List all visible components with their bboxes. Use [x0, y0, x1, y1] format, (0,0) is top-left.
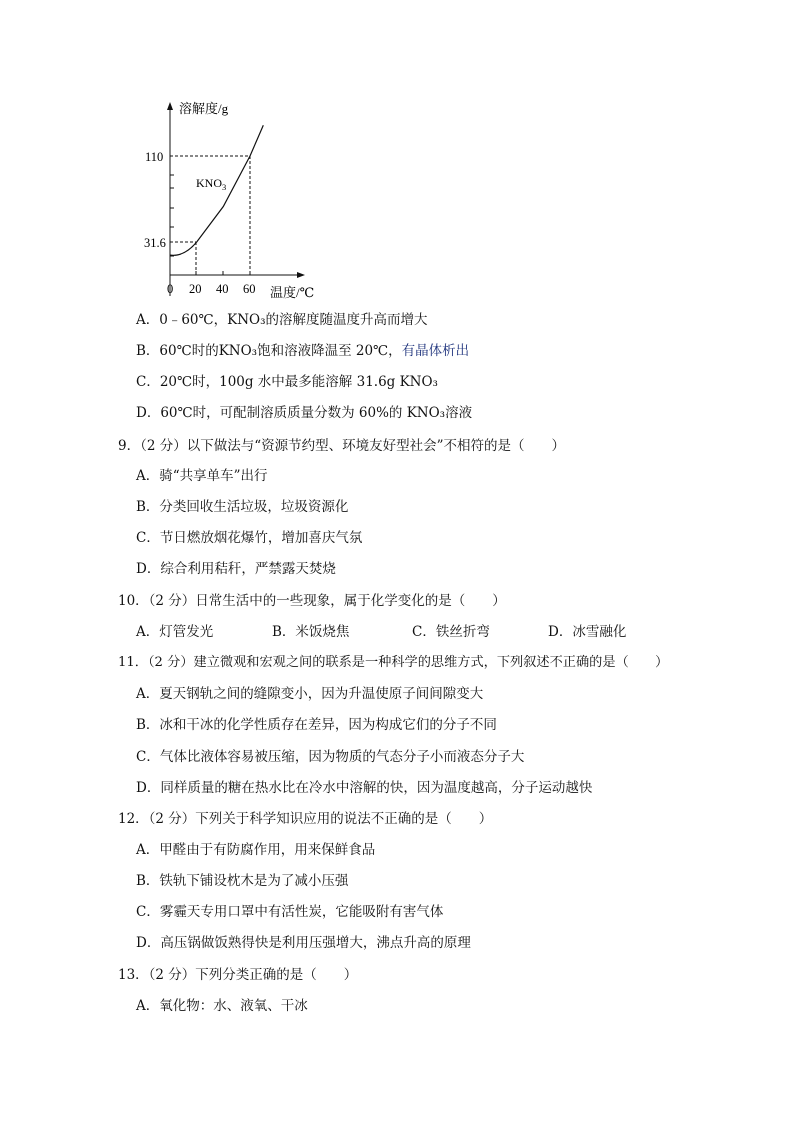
q10-option-b: B．米饭烧焦 [272, 624, 350, 640]
solubility-chart [144, 96, 330, 306]
q11-stem: 11．（2 分）建立微观和宏观之间的联系是一种科学的思维方式，下列叙述不正确的是（ ） [118, 655, 669, 670]
xtick-40: 40 [216, 282, 229, 296]
q11-option-a: A．夏天钢轨之间的缝隙变小，因为升温使原子间间隙变大 [136, 686, 484, 702]
y-minor-ticks [170, 175, 174, 256]
q9-option-b: B．分类回收生活垃圾，垃圾资源化 [136, 499, 349, 515]
q11-option-c: C．气体比液体容易被压缩，因为物质的气态分子小而液态分子大 [136, 749, 525, 765]
q13-stem: 13．（2 分）下列分类正确的是（ ） [118, 967, 358, 983]
q8-option-b [136, 341, 469, 361]
q8-option-d: D．60℃时，可配制溶质质量分数为 60%的 KNO₃溶液 [136, 405, 473, 421]
q12-option-b: B．铁轨下铺设枕木是为了减小压强 [136, 873, 349, 889]
q8-option-b-text: B．60℃时的KNO₃饱和溶液降温至 20℃， [136, 343, 402, 359]
q8-option-c: C．20℃时，100g 水中最多能溶解 31.6g KNO₃ [136, 374, 438, 390]
ytick-110: 110 [145, 150, 164, 164]
series-label-kno3: $KNO_3$ [196, 176, 227, 192]
xtick-0: 0 [167, 282, 174, 296]
q9-option-a: A．骑“共享单车”出行 [136, 468, 268, 484]
q10-option-d: D．冰雪融化 [548, 624, 627, 640]
q9-stem: 9．（2 分）以下做法与“资源节约型、环境友好型社会”不相符的是（ ） [118, 438, 566, 454]
x-axis-arrow [297, 272, 305, 278]
q11-option-b: B．冰和干冰的化学性质存在差异，因为构成它们的分子不同 [136, 717, 497, 733]
y-axis-arrow [167, 102, 173, 110]
q12-option-c: C．雾霾天专用口罩中有活性炭，它能吸附有害气体 [136, 904, 444, 920]
xtick-20: 20 [189, 282, 202, 296]
chart-svg [144, 96, 330, 306]
q12-stem: 12．（2 分）下列关于科学知识应用的说法不正确的是（ ） [118, 811, 493, 827]
x-axis-label: 温度/℃ [270, 285, 315, 300]
q10-option-c: C．铁丝折弯 [412, 624, 490, 640]
q9-option-c: C．节日燃放烟花爆竹，增加喜庆气氛 [136, 530, 363, 546]
xtick-60: 60 [243, 282, 256, 296]
q11-option-d: D．同样质量的糖在热水比在冷水中溶解的快，因为温度越高，分子运动越快 [136, 780, 593, 796]
series-line-kno3 [170, 125, 263, 255]
q10-option-a: A．灯管发光 [136, 624, 214, 640]
q10-stem: 10．（2 分）日常生活中的一些现象，属于化学变化的是（ ） [118, 593, 506, 609]
q12-option-a: A．甲醛由于有防腐作用，用来保鲜食品 [136, 842, 376, 858]
x-ticks [196, 271, 250, 275]
dashed-guides [170, 156, 250, 275]
q8-option-b-highlight: 有晶体析出 [401, 343, 470, 359]
q9-option-d: D．综合利用秸秆，严禁露天焚烧 [136, 561, 336, 577]
y-axis-label: 溶解度/g [179, 101, 229, 116]
ytick-31-6: 31.6 [144, 236, 166, 250]
q12-option-d: D．高压锅做饭熟得快是利用压强增大，沸点升高的原理 [136, 935, 471, 951]
q13-option-a: A．氧化物：水、液氧、干冰 [136, 998, 308, 1014]
q8-option-a: A．0﹣60℃，KNO₃的溶解度随温度升高而增大 [136, 312, 428, 328]
